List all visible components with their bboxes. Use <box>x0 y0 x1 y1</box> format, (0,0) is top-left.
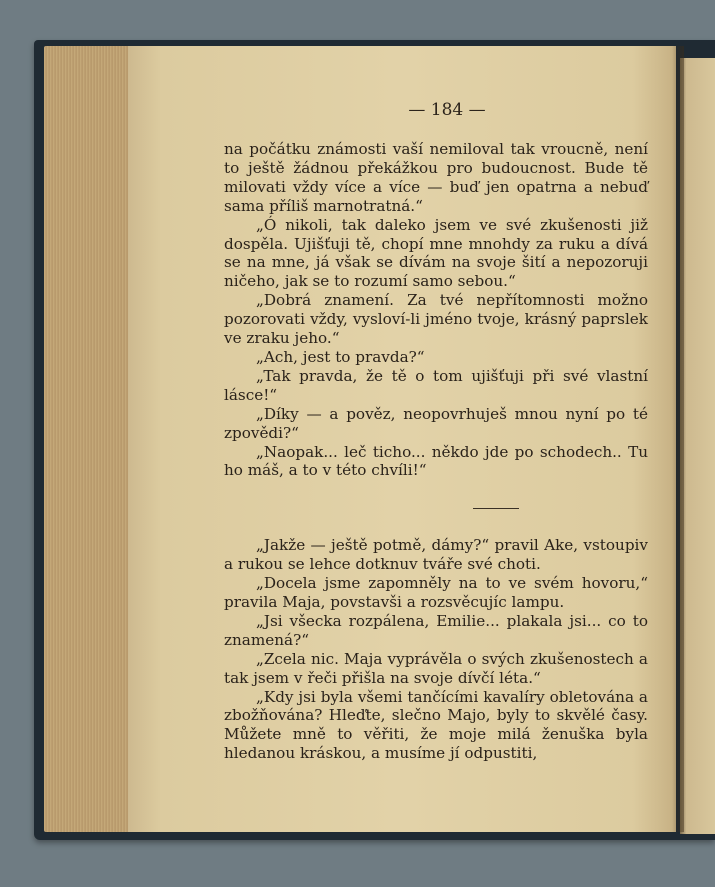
paragraph: „Docela jsme zapomněly na to ve svém hovoru,“ pravila Maja, povstavši a rozsvěcujíc lampu. <box>224 574 648 612</box>
page-edges <box>44 46 136 832</box>
paragraph: na počátku známosti vaší nemiloval tak vroucně, není to ještě žádnou překážkou pro budoucnost. Bude tě milovati vždy více a více — buď jen opatrna a nebuď sama příliš marnotratná.“ <box>224 140 648 215</box>
page-number: — 184 — <box>408 100 486 120</box>
paragraph: „Díky — a pověz, neopovrhuješ mnou nyní po té zpovědi?“ <box>224 404 648 442</box>
paragraph: „Tak pravda, že tě o tom ujišťuji při své vlastní lásce!“ <box>224 366 648 404</box>
section-separator <box>224 480 648 536</box>
paragraph: „Naopak... leč ticho... někdo jde po schodech.. Tu ho máš, a to v této chvíli!“ <box>224 442 648 480</box>
paragraph: „Dobrá znamení. Za tvé nepřítomnosti možno pozorovati vždy, vysloví-li jméno tvoje, krásný paprslek ve zraku jeho.“ <box>224 291 648 348</box>
paragraph: „Zcela nic. Maja vyprávěla o svých zkušenostech a tak jsem v řeči přišla na svoje dívčí léta.“ <box>224 649 648 687</box>
book-page <box>128 46 676 832</box>
spine-shadow <box>672 46 684 832</box>
page-text <box>224 140 648 763</box>
paragraph: „Ó nikoli, tak daleko jsem ve své zkušenosti již dospěla. Ujišťuji tě, chopí mne mnohdy za ruku a dívá se na mne, já však se dívám na svoje šití a nepozoruji ničeho, jak se to rozumí samo sebou.“ <box>224 215 648 291</box>
next-page-edge <box>680 58 715 834</box>
paragraph: „Ach, jest to pravda?“ <box>256 347 425 366</box>
paragraph: „Jakže — ještě potmě, dámy?“ pravil Ake, vstoupiv a rukou se lehce dotknuv tváře své choti. <box>224 536 648 574</box>
paragraph: „Jsi všecka rozpálena, Emilie... plakala jsi... co to znamená?“ <box>224 611 648 649</box>
paragraph: „Kdy jsi byla všemi tančícími kavalíry obletována a zbožňována? Hleďte, slečno Majo, byly to skvělé časy. Můžete mně to věřiti, že moje milá ženuška byla hledanou kráskou, a musíme jí odpustiti, <box>224 687 648 763</box>
